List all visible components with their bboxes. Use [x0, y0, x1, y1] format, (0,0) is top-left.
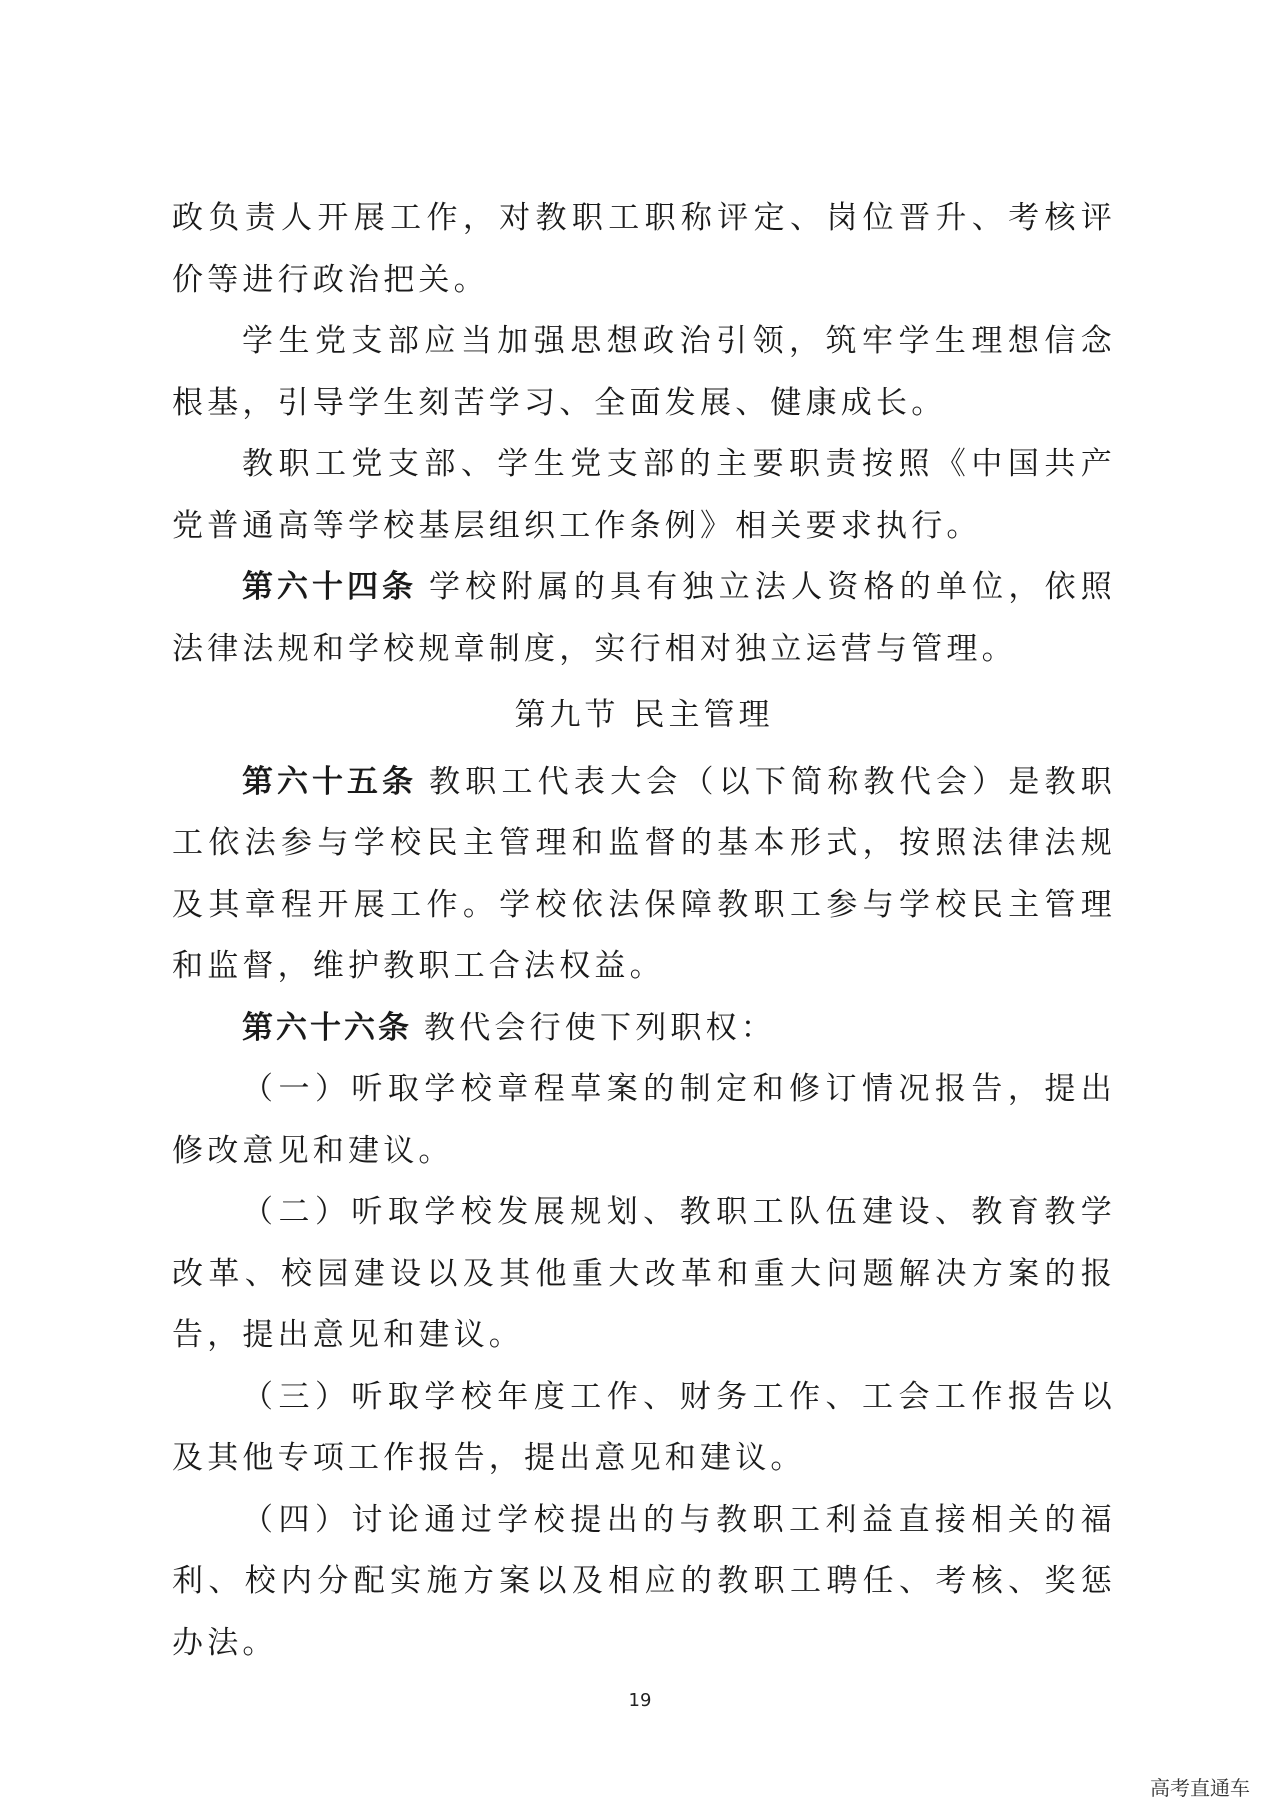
- list-item-3: [172, 1367, 1116, 1490]
- paragraph-continued: [172, 188, 1116, 311]
- paragraph-text: （一）听取学校章程草案的制定和修订情况报告，提出修改意见和建议。: [172, 1071, 1116, 1169]
- paragraph-text: （四）讨论通过学校提出的与教职工利益直接相关的福利、校内分配实施方案以及相应的教职工聘任、考核、奖惩办法。: [172, 1501, 1116, 1661]
- list-item-1: [172, 1059, 1116, 1182]
- article-number: 第六十五条: [242, 763, 418, 800]
- page-number: 19: [628, 1690, 652, 1711]
- paragraph-text: （二）听取学校发展规划、教职工队伍建设、教育教学改革、校园建设以及其他重大改革和重大问题解决方案的报告，提出意见和建议。: [172, 1194, 1116, 1353]
- paragraph-text: 学校附属的具有独立法人资格的单位，依照法律法规和学校规章制度，实行相对独立运营与管理。: [172, 569, 1116, 667]
- paragraph-text: 政负责人开展工作，对教职工职称评定、岗位晋升、考核评价等进行政治把关。: [172, 200, 1116, 298]
- section-number: 第九节: [514, 697, 620, 733]
- article-65: [172, 752, 1116, 998]
- article-number: 第六十四条: [242, 569, 418, 605]
- section-heading: [172, 685, 1116, 747]
- paragraph-text: （三）听取学校年度工作、财务工作、工会工作报告以及其他专项工作报告，提出意见和建议。: [172, 1378, 1116, 1476]
- list-item-2: [172, 1182, 1116, 1367]
- article-number: 第六十六条: [242, 1009, 412, 1046]
- document-body: [172, 188, 1116, 1674]
- paragraph-text: 教代会行使下列职权：: [424, 1009, 776, 1046]
- paragraph-text: 教职工党支部、学生党支部的主要职责按照《中国共产党普通高等学校基层组织工作条例》相关要求执行。: [172, 446, 1116, 544]
- list-item-4: [172, 1490, 1116, 1675]
- paragraph-text: 教职工代表大会（以下简称教代会）是教职工依法参与学校民主管理和监督的基本形式，按照法律法规及其章程开展工作。学校依法保障教职工参与学校民主管理和监督，维护教职工合法权益。: [172, 763, 1116, 984]
- watermark-text: 高考直通车: [1150, 1776, 1250, 1800]
- paragraph: [172, 311, 1116, 434]
- paragraph-text: 学生党支部应当加强思想政治引领，筑牢学生理想信念根基，引导学生刻苦学习、全面发展、健康成长。: [172, 323, 1116, 421]
- article-64: [172, 557, 1116, 680]
- section-title: 民主管理: [633, 697, 774, 733]
- paragraph: [172, 434, 1116, 557]
- article-66: [172, 998, 1116, 1060]
